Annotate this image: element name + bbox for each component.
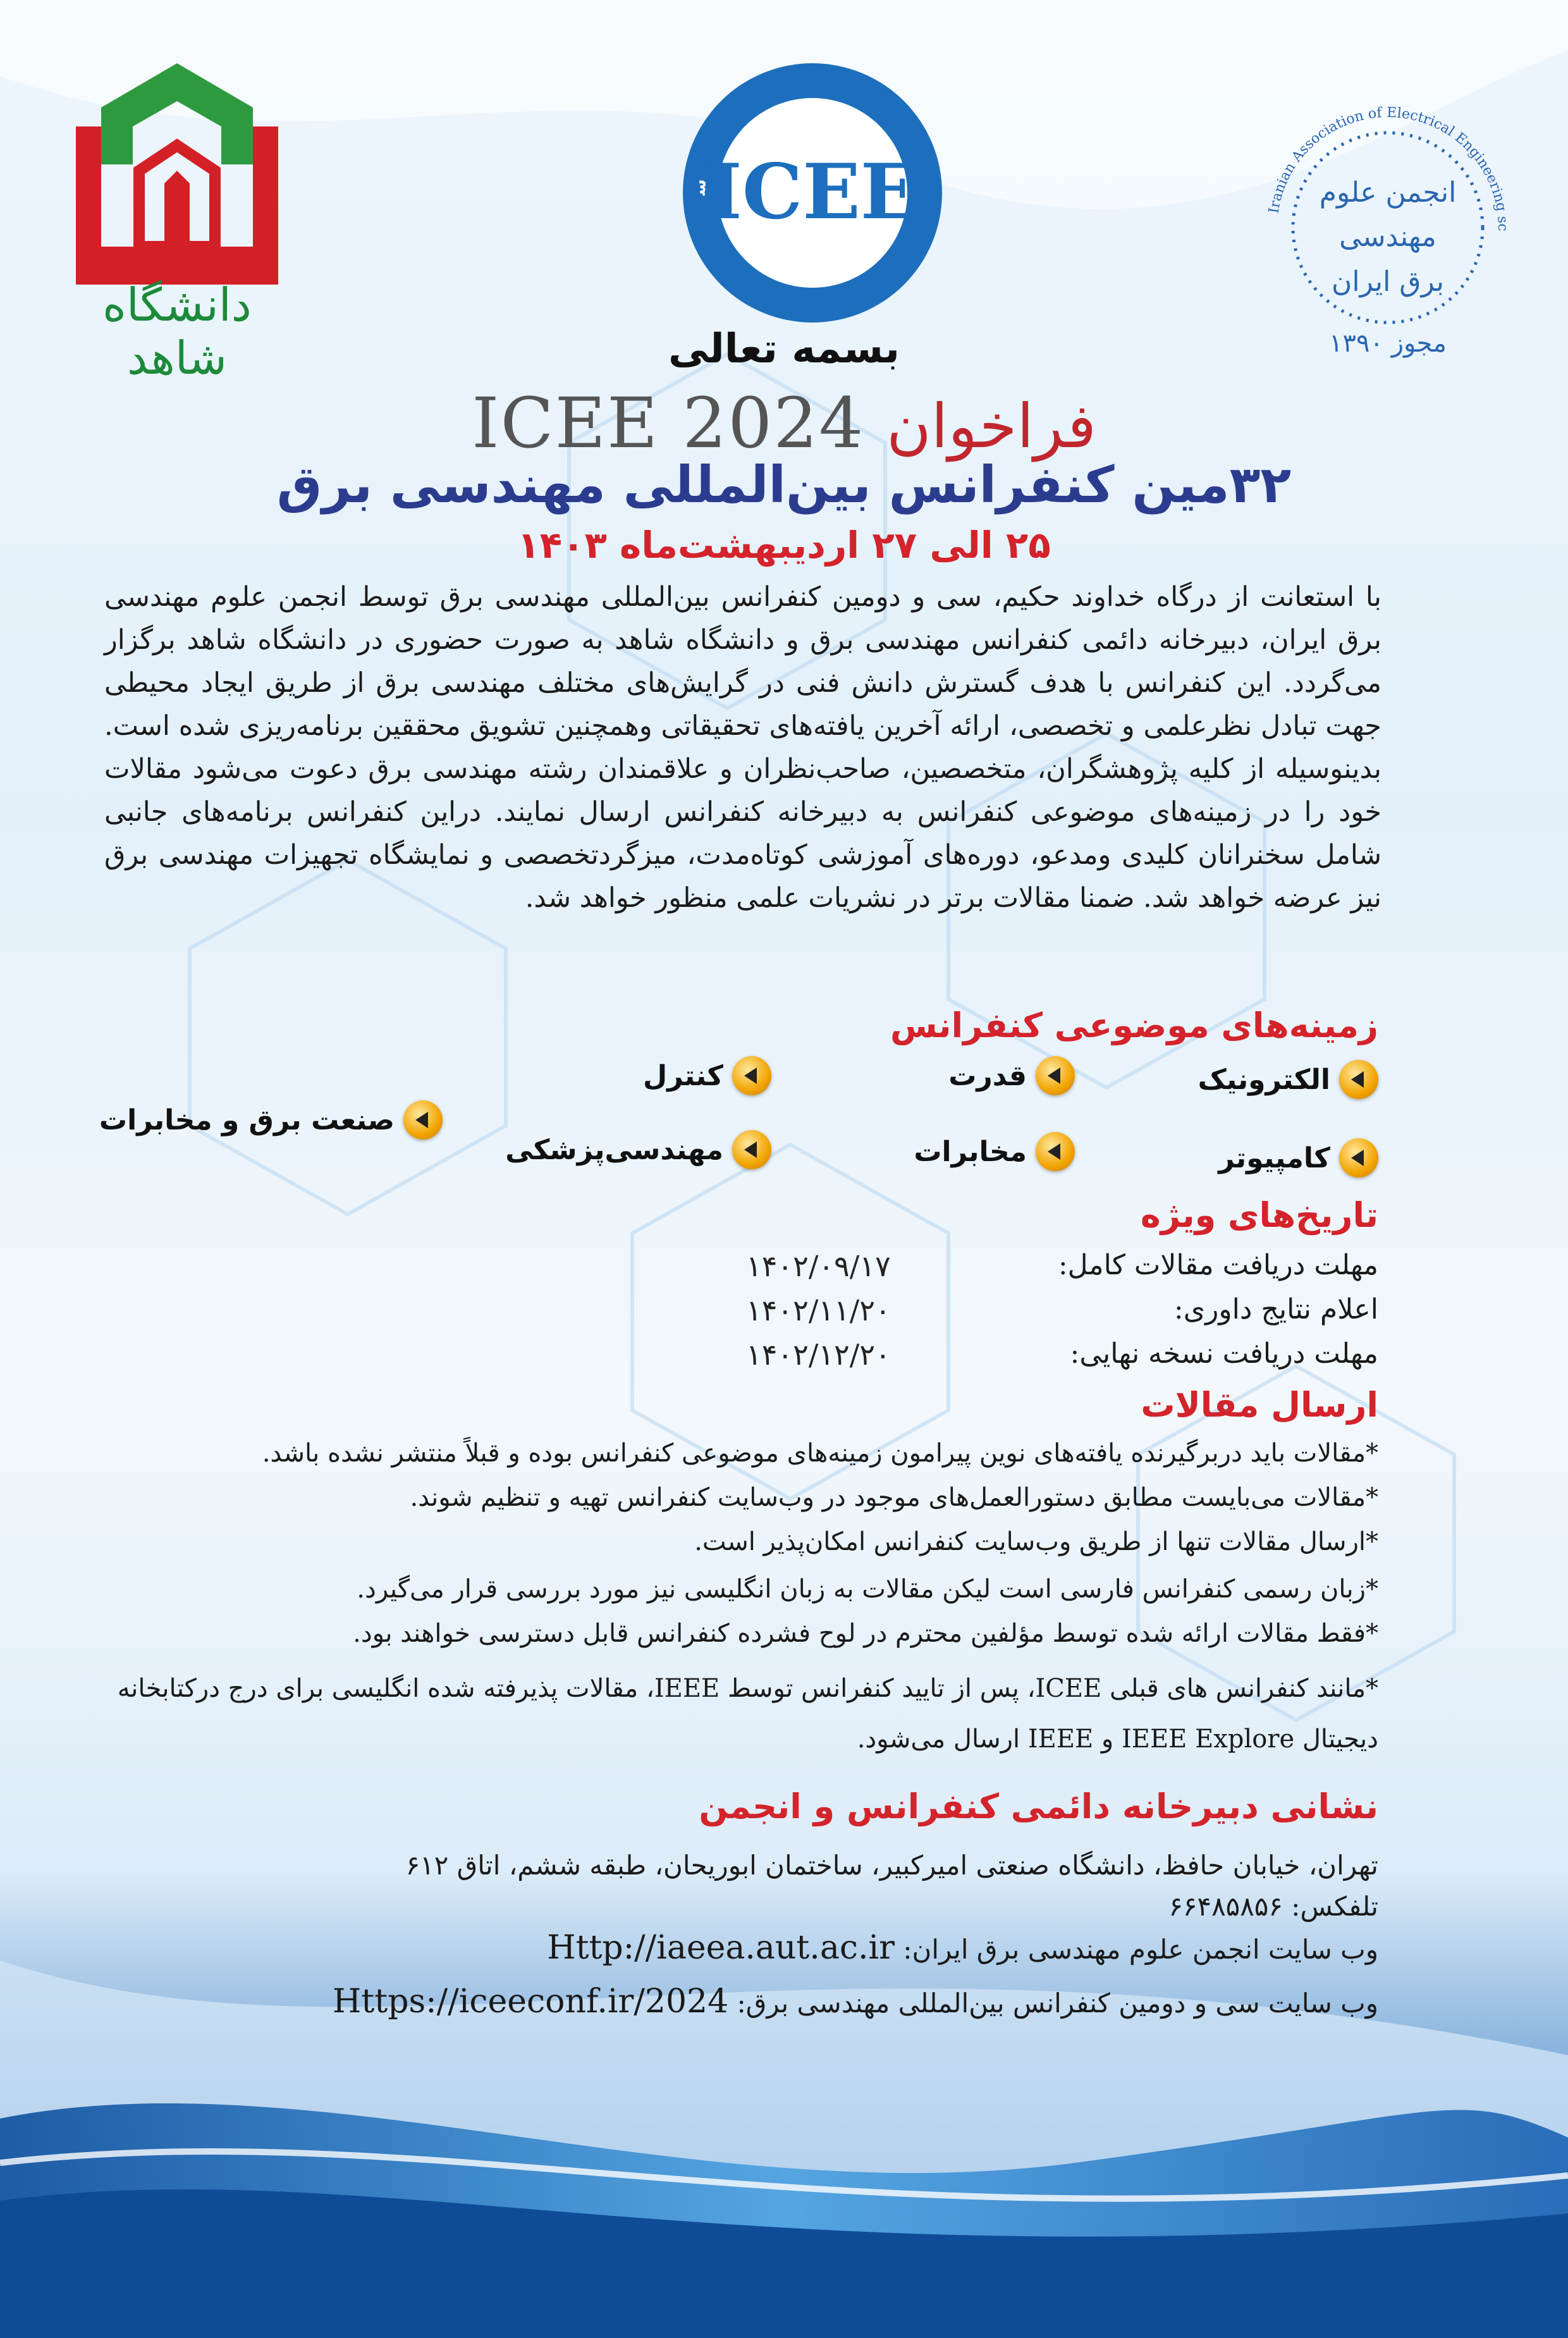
icee-logo <box>677 57 948 329</box>
call-title-persian: فراخوان <box>886 391 1096 462</box>
association-name-line1: انجمن علوم مهندسی <box>1319 176 1457 254</box>
association-ring-text: Iranian Association of Electrical Engineering sc <box>1266 104 1511 231</box>
conference-website-line <box>333 1983 1378 2021</box>
conference-name: ۳۲مین کنفرانس بین‌المللی مهندسی برق <box>276 455 1292 514</box>
address-line: تهران، خیابان حافظ، دانشگاه صنعتی امیرکبیر، ساختمان ابوریحان، طبقه ششم، اتاق ۶۱۲ <box>405 1850 1378 1881</box>
association-website-link[interactable]: Http://iaeea.aut.ac.ir <box>547 1929 895 1967</box>
conference-date: ۲۵ الی ۲۷ اردیبهشت‌ماه ۱۴۰۳ <box>517 524 1051 567</box>
fax-number: ۶۶۴۸۵۸۵۶ <box>1168 1891 1283 1922</box>
submission-heading: ارسال مقالات <box>1141 1385 1378 1425</box>
arrow-bullet-icon <box>732 1056 771 1095</box>
submission-rule: *مقالات باید دربرگیرنده یافته‌های نوین پیرامون زمینه‌های موضوعی کنفرانس بوده و قبلاً منتشر نشده باشد. <box>262 1439 1378 1468</box>
association-website-label: وب سایت انجمن علوم مهندسی برق ایران: <box>903 1934 1378 1965</box>
intro-paragraph: با استعانت از درگاه خداوند حکیم، سی و دومین کنفرانس بین‌المللی مهندسی برق توسط انجمن علوم مهندسی برق ایران، دبیرخانه دائمی کنفرانس مهندسی برق و دانشگاه شاهد به صورت حضوری در دانشگاه شاهد برگزار می‌گردد. این کنفرانس با هدف گسترش دانش فنی در گرایش‌های مختلف مهندسی برق از طریق ایجاد محیطی جهت تبادل نظرعلمی و تخصصی، ارائه آخرین یافته‌های تحقیقاتی وهمچنین تشویق محققین برنامه‌ریزی شده است. بدینوسیله از کلیه پژوهشگران، متخصصین، صاحب‌نظران و علاقمندان رشته مهندسی برق دعوت می‌شود مقالات خود را در زمینه‌های موضوعی کنفرانس به دبیرخانه کنفرانس ارسال نمایند. دراین کنفرانس برنامه‌های جانبی شامل سخنرانان کلیدی ومدعو، دوره‌های آموزشی کوتاه‌مدت، میزگردتخصصی و نمایشگاه تجهیزات مهندسی برق نیز عرضه خواهد شد. ضمنا مقالات برتر در نشریات علمی منظور خواهد شد. <box>104 581 1381 914</box>
conference-website-label: وب سایت سی و دومین کنفرانس بین‌المللی مهندسی برق: <box>737 1988 1378 2019</box>
topic-item: قدرت <box>948 1056 1075 1095</box>
conference-website-link[interactable]: Https://iceeconf.ir/2024 <box>333 1983 729 2021</box>
topic-item: مخابرات <box>914 1132 1075 1171</box>
date-label: مهلت دریافت نسخه نهایی: <box>1070 1338 1378 1370</box>
topic-item: صنعت برق و مخابرات <box>99 1100 443 1140</box>
date-label: مهلت دریافت مقالات کامل: <box>1058 1249 1378 1281</box>
submission-rule: *زبان رسمی کنفرانس فارسی است لیکن مقالات به زبان انگلیسی نیز مورد بررسی قرار می‌گیرد. <box>357 1575 1378 1604</box>
date-value: ۱۴۰۲/۰۹/۱۷ <box>746 1249 891 1283</box>
date-row <box>746 1249 1378 1283</box>
date-row <box>746 1293 1378 1327</box>
shahed-emblem-icon <box>63 57 291 285</box>
icee-mark-text: ICEE <box>706 147 919 237</box>
bismillah-heading: بسمه تعالی <box>668 326 900 372</box>
call-title-english: ICEE 2024 <box>472 383 865 464</box>
arrow-bullet-icon <box>732 1130 771 1169</box>
arrow-bullet-icon <box>1036 1056 1075 1095</box>
topic-item: کامپیوتر <box>1218 1138 1378 1178</box>
call-for-papers-title <box>0 383 1568 464</box>
topic-item: کنترل <box>643 1056 771 1095</box>
date-row <box>746 1338 1378 1372</box>
arrow-bullet-icon <box>1339 1060 1378 1099</box>
association-website-line <box>547 1929 1378 1967</box>
arrow-bullet-icon <box>1339 1138 1378 1178</box>
submission-rule: *مانند کنفرانس های قبلی ICEE، پس از تایید کنفرانس توسط IEEE، مقالات پذیرفته شده انگلیسی برای درج درکتابخانه دیجیتال IEEE Explore و IEEE ارسال می‌شود. <box>117 1674 1378 1754</box>
date-value: ۱۴۰۲/۱۱/۲۰ <box>746 1293 891 1327</box>
shahed-university-logo <box>63 57 291 385</box>
icee-ring-text: س <box>690 178 710 196</box>
arrow-bullet-icon <box>403 1100 443 1140</box>
icee-emblem-icon <box>677 57 948 329</box>
submission-rule: *ارسال مقالات تنها از طریق وب‌سایت کنفرانس امکان‌پذیر است. <box>694 1527 1378 1556</box>
submission-rule: *مقالات می‌بایست مطابق دستورالعمل‌های موجود در وب‌سایت کنفرانس تهیه و تنظیم شوند. <box>410 1483 1378 1512</box>
fax-label: تلفکس: <box>1291 1891 1378 1922</box>
arrow-bullet-icon <box>1036 1132 1075 1171</box>
submission-rule: *فقط مقالات ارائه شده توسط مؤلفین محترم در لوح فشرده کنفرانس قابل دسترسی خواهند بود. <box>353 1619 1378 1648</box>
date-label: اعلام نتایج داوری: <box>1173 1293 1378 1326</box>
dates-heading: تاریخ‌های ویژه <box>1140 1195 1378 1235</box>
address-heading: نشانی دبیرخانه دائمی کنفرانس و انجمن <box>699 1787 1378 1826</box>
fax-line <box>1168 1891 1378 1922</box>
topic-item: مهندسی‌پزشکی <box>505 1130 771 1169</box>
topics-heading: زمینه‌های موضوعی کنفرانس <box>890 1006 1378 1045</box>
association-name-line2: برق ایران <box>1332 265 1444 298</box>
association-license: مجوز ۱۳۹۰ <box>1329 329 1447 358</box>
shahed-logo-text: دانشگاه شاهد <box>102 278 252 385</box>
topic-item: الکترونیک <box>1198 1060 1378 1099</box>
date-value: ۱۴۰۲/۱۲/۲۰ <box>746 1338 891 1372</box>
